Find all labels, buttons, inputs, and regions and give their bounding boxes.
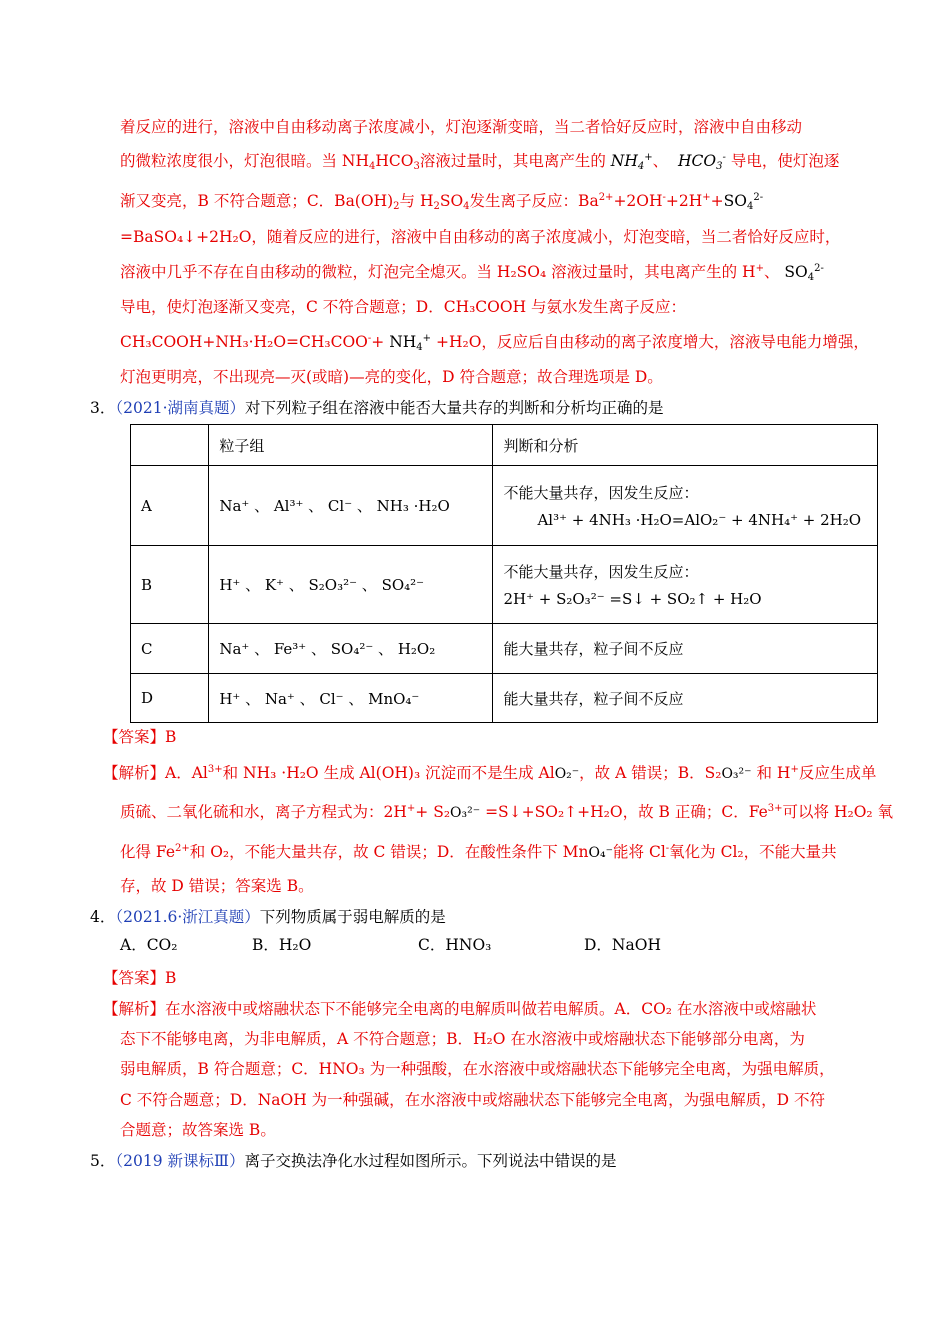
- question-4-stem: 4．（2021.6·浙江真题）下列物质属于弱电解质的是: [90, 908, 446, 926]
- particle-table: [130, 424, 878, 723]
- option-cell: B: [131, 546, 209, 624]
- answer-line: 【答案】B: [103, 969, 177, 987]
- explanation-line: =BaSO₄↓+2H₂O，随着反应的进行，溶液中自由移动的离子浓度减小，灯泡变暗，当二者恰好反应时，: [120, 228, 841, 246]
- particles-cell: H⁺ 、 Na⁺ 、 Cl⁻ 、 MnO₄⁻: [209, 674, 493, 723]
- particles-cell: Na⁺ 、 Al³⁺ 、 Cl⁻ 、 NH₃ ·H₂O: [209, 466, 493, 546]
- option-b: B．H₂O: [252, 936, 312, 954]
- answer-line: 【答案】B: [103, 728, 177, 746]
- option-d: D．NaOH: [584, 936, 661, 954]
- analysis-line: 【解析】在水溶液中或熔融状态下不能够完全电离的电解质叫做若电解质。A．CO₂ 在水溶液中或熔融状: [103, 1000, 817, 1018]
- particles-cell: H⁺ 、 K⁺ 、 S₂O₃²⁻ 、 SO₄²⁻: [209, 546, 493, 624]
- option-a: A．CO₂: [120, 936, 178, 954]
- analysis-cell: 能大量共存，粒子间不反应: [493, 674, 878, 723]
- question-3-stem: 3．（2021·湖南真题）对下列粒子组在溶液中能否大量共存的判断和分析均正确的是: [90, 399, 664, 417]
- question-source: （2021·湖南真题）: [115, 399, 245, 417]
- table-header-cell: 判断和分析: [493, 425, 878, 466]
- table-row: [131, 674, 878, 723]
- analysis-line: 存，故 D 错误；答案选 B。: [120, 877, 314, 895]
- table-row: [131, 466, 878, 546]
- analysis-cell: 能大量共存，粒子间不反应: [493, 624, 878, 674]
- analysis-cell: 不能大量共存，因发生反应： Al³⁺ + 4NH₃ ·H₂O=AlO₂⁻ + 4NH₄⁺ + 2H₂O: [493, 466, 878, 546]
- explanation-line: 溶液中几乎不存在自由移动的微粒，灯泡完全熄灭。当 H₂SO₄ 溶液过量时，其电离产生的 H+、 $SO_4^{2-}$: [120, 263, 824, 283]
- question-source: （2021.6·浙江真题）: [115, 908, 260, 926]
- explanation-line: 的微粒浓度很小，灯泡很暗。当 $NH_4HCO_3$溶液过量时，其电离产生的 $NH_4^+$、 $HCO_3^-$ 导电，使灯泡逐: [120, 152, 840, 172]
- analysis-line: 弱电解质，B 符合题意；C．HNO₃ 为一种强酸，在水溶液中或熔融状态下能够完全电离，为强电解质，: [120, 1060, 835, 1078]
- analysis-line: 化得 $Fe^{2+}$和 O₂，不能大量共存，故 C 错误；D．在酸性条件下 MnO₄⁻能将 Cl-氧化为 Cl₂，不能大量共: [120, 843, 837, 861]
- option-cell: A: [131, 466, 209, 546]
- analysis-line: 合题意；故答案选 B。: [120, 1121, 276, 1139]
- analysis-line: 态下不能够电离，为非电解质，A 不符合题意；B．H₂O 在水溶液中或熔融状态下能够部分电离，为: [120, 1030, 805, 1048]
- option-cell: D: [131, 674, 209, 723]
- explanation-line: 渐又变亮，B 不符合题意；C．$Ba(OH)_2$与 $H_2SO_4$发生离子反应：$Ba^{2+}+2OH^-+2H^++SO_4^{2-}$: [120, 192, 764, 212]
- table-row: [131, 546, 878, 624]
- option-c: C．HNO₃: [418, 936, 492, 954]
- table-row: [131, 624, 878, 674]
- explanation-line: 导电，使灯泡逐渐又变亮，C 不符合题意；D．CH₃COOH 与氨水发生离子反应：: [120, 298, 687, 316]
- explanation-line: CH₃COOH+NH₃·H₂O=CH₃COO-+ $NH_4^+ +H_2O$，反应后自由移动的离子浓度增大，溶液导电能力增强，: [120, 333, 869, 353]
- table-header-cell: [131, 425, 209, 466]
- analysis-cell: 不能大量共存，因发生反应： 2H⁺ + S₂O₃²⁻ =S↓ + SO₂↑ + H₂O: [493, 546, 878, 624]
- question-source: （2019 新课标Ⅲ）: [115, 1152, 245, 1170]
- analysis-line: 【解析】A．$Al^{3+}$和 NH₃ ·H₂O 生成 Al(OH)₃ 沉淀而不是生成 AlO₂⁻，故 A 错误；B．S₂O₃²⁻ 和 H+反应生成单: [103, 764, 877, 782]
- particles-cell: Na⁺ 、 Fe³⁺ 、 SO₄²⁻ 、 H₂O₂: [209, 624, 493, 674]
- analysis-line: C 不符合题意；D．NaOH 为一种强碱，在水溶液中或熔融状态下能够完全电离，为强电解质，D 不符: [120, 1091, 826, 1109]
- option-cell: C: [131, 624, 209, 674]
- explanation-line: 着反应的进行，溶液中自由移动离子浓度减小，灯泡逐渐变暗，当二者恰好反应时，溶液中自由移动: [120, 118, 803, 136]
- table-header-row: [131, 425, 878, 466]
- analysis-line: 质硫、二氧化硫和水，离子方程式为：2H++ S₂O₃²⁻ =S↓+SO₂↑+H₂O，故 B 正确；C．$Fe^{3+}$可以将 H₂O₂ 氧: [120, 803, 894, 821]
- question-5-stem: 5．（2019 新课标Ⅲ）离子交换法净化水过程如图所示。下列说法中错误的是: [90, 1152, 617, 1170]
- explanation-line: 灯泡更明亮，不出现亮—灭(或暗)—亮的变化，D 符合题意；故合理选项是 D。: [120, 368, 663, 386]
- table-header-cell: 粒子组: [209, 425, 493, 466]
